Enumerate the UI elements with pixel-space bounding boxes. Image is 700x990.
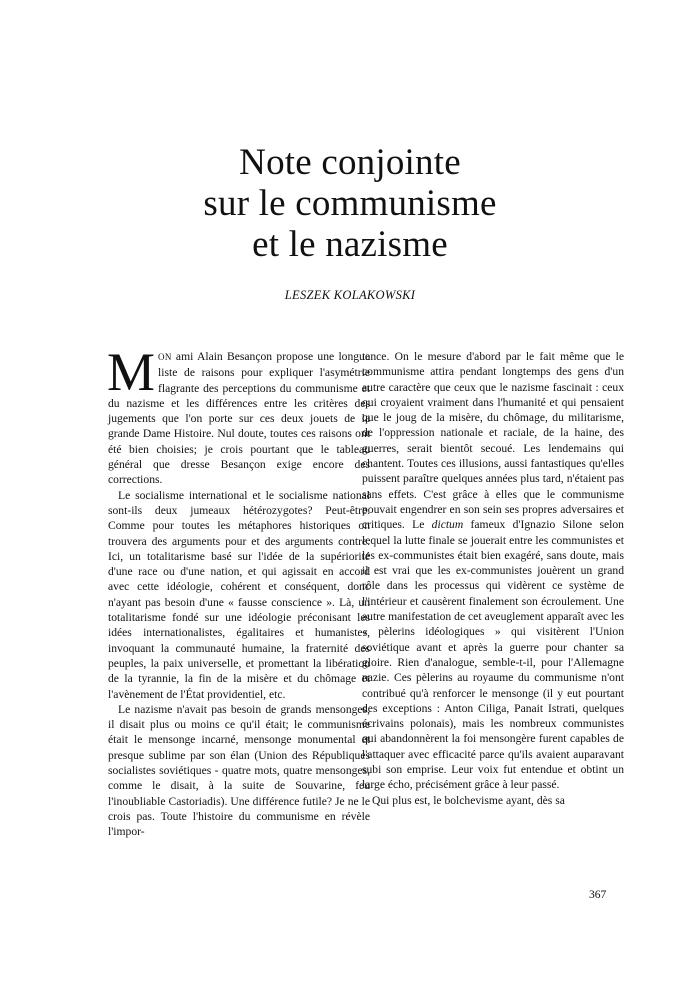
- paragraph-4-text-a: tance. On le mesure d'abord par le fait même que le communisme attira pendant longtemps des gens d'un autre caractère que ceux que le nazisme fascinait : ceux qui croyaient vraiment dans l'humanité et qui pensaient que le joug de la misère, du chômage, du militarisme, de l'oppression nationale et raciale, de la haine, des guerres, serait bientôt secoué. Les lendemains qui chantent. Toutes ces illusions, aussi fantastiques qu'elles puissent paraître quelques années plus tard, n'étaient pas sans effets. C'est grâce à elles que le communisme pouvait engendrer en son sein ses propres adversaires et critiques. Le: [362, 350, 624, 532]
- paragraph-4-text-b: fameux d'Ignazio Silone selon lequel la lutte finale se jouerait entre les communistes et les ex-communistes était bien exagéré, sans doute, mais il est vrai que les ex-communistes jouèrent un grand rôle dans les processus qui vidèrent ce système de l'intérieur et causèrent finalement son écroulement. Une autre manifestation de cet aveuglement apparaît avec les « pèlerins idéologiques » qui visitèrent l'Union soviétique avant et après la guerre pour chanter sa gloire. Rien d'analogue, semble-t-il, pour l'Allemagne nazie. Ces pèlerins au royaume du communisme n'ont contribué qu'à renforcer le mensonge (il y eut pourtant des exceptions : Anton Ciliga, Panait Istrati, quelques écrivains polonais), mais les nombreux communistes qui abandonnèrent la foi mensongère furent capables de l'attaquer avec efficacité parce qu'ils avaient auparavant subi son emprise. Leur voix fut entendue et obtint un large écho, précisément grâce à leur passé.: [362, 518, 624, 792]
- paragraph-2: Le socialisme international et le socialisme national sont-ils deux jumeaux hétérozygotes? Peut-être. Comme pour toutes les métaphores historiques on trouvera des arguments pour et des arguments contre. Ici, un totalitarisme basé sur l'idée de la supériorité d'une race ou d'une nation, et qui agissait en accord avec cette idéologie, cohérent et conséquent, donc n'ayant pas besoin d'une « fausse conscience ». Là, un totalitarisme fondé sur une idéologie préconisant les idées internationalistes, égalitaires et humanistes, invoquant la communauté humaine, la fraternité des peuples, la paix universelle, et promettant la libération de la tyrannie, la fin de la misère et du chômage et l'avènement de l'État providentiel, etc.: [108, 488, 370, 701]
- paragraph-1-text: ami Alain Besançon propose une longue liste de raisons pour expliquer l'asymétrie flagrante des perceptions du communisme et du nazisme et les différences entre les critères des jugements que l'on porte sur ces deux jouets de la grande Dame Histoire. Nul doute, toutes ces raisons ont été bien choisies; je crois pourtant que le tableau général que dresse Besançon exige encore des corrections.: [108, 350, 370, 487]
- paragraph-5: Qui plus est, le bolchevisme ayant, dès sa: [372, 793, 565, 807]
- title-line-1: Note conjointe: [239, 142, 461, 183]
- first-word-smallcaps: ON: [158, 352, 172, 362]
- right-column: [362, 349, 624, 808]
- paragraph-3: Le nazisme n'avait pas besoin de grands mensonges, il disait plus ou moins ce qu'il était; le communisme était le mensonge incarné, mensonge monumental et presque sublime par son élan (Union des Républiques socialistes soviétiques - quatre mots, quatre mensonges, comme le disait, à la suite de Souvarine, feu l'inoubliable Castoriadis). Une différence futile? Je ne le crois pas. Toute l'histoire du communisme en révèle l'impor-: [108, 702, 370, 839]
- page-number: 367: [589, 889, 607, 901]
- drop-cap: M: [107, 342, 156, 402]
- left-column: [107, 342, 370, 840]
- paragraph-1: [107, 342, 370, 488]
- title-line-2: sur le communisme: [203, 183, 497, 224]
- italic-dictum: dictum: [431, 518, 464, 532]
- article-title: [0, 142, 700, 265]
- author-name: LESZEK KOLAKOWSKI: [284, 288, 416, 302]
- title-line-3: et le nazisme: [252, 224, 448, 265]
- paragraph-4: [362, 349, 624, 793]
